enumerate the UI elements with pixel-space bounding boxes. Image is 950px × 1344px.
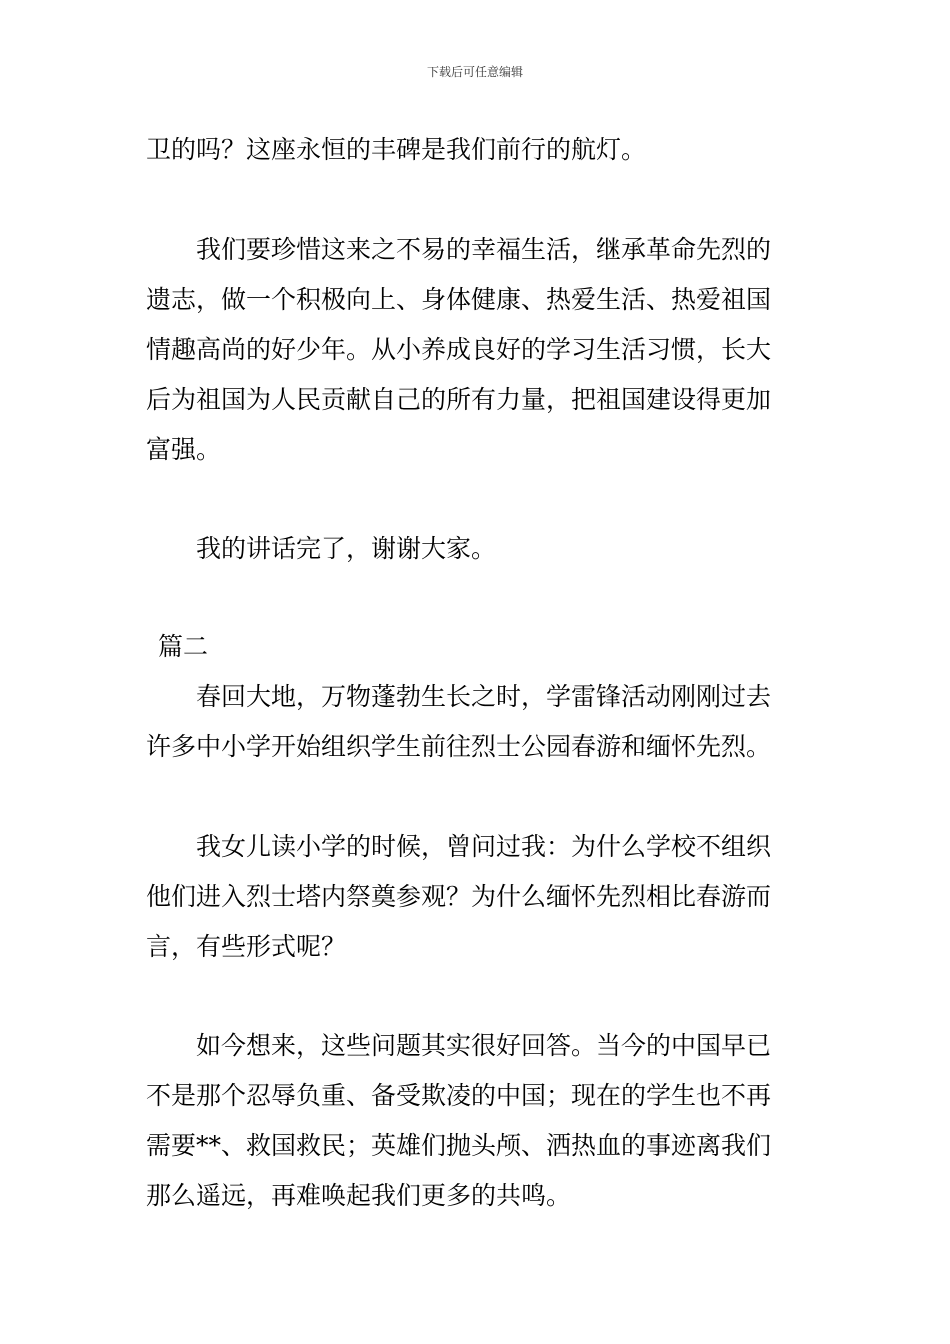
text-line: 那么遥远，再难唤起我们更多的共鸣。	[146, 1181, 572, 1210]
paragraph-continuation	[146, 125, 810, 175]
paragraph-closing	[146, 524, 810, 574]
text-line: 我的讲话完了，谢谢大家。	[196, 534, 497, 563]
text-line: 他们进入烈士塔内祭奠参观？为什么缅怀先烈相比春游而	[146, 882, 772, 911]
paragraph-cherish	[146, 225, 810, 475]
text-line: 如今想来，这些问题其实很好回答。当今的中国早已	[196, 1031, 772, 1060]
paragraph-daughter	[146, 822, 810, 972]
text-line: 不是那个忍辱负重、备受欺凌的中国；现在的学生也不再	[146, 1081, 772, 1110]
text-line: 富强。	[146, 435, 222, 464]
text-line: 遗志，做一个积极向上、身体健康、热爱生活、热爱祖国	[146, 285, 772, 314]
text-line: 许多中小学开始组织学生前往烈士公园春游和缅怀先烈。	[146, 732, 772, 761]
page-header: 下载后可任意编辑	[426, 65, 523, 79]
text-line: 需要**、救国救民；英雄们抛头颅、洒热血的事迹离我们	[146, 1131, 772, 1160]
text-line: 我们要珍惜这来之不易的幸福生活，继承革命先烈的	[196, 235, 772, 264]
text-line: 后为祖国为人民贡献自己的所有力量，把祖国建设得更加	[146, 385, 772, 414]
text-line: 情趣高尚的好少年。从小养成良好的学习生活习惯，长大	[146, 335, 772, 364]
text-line: 言，有些形式呢？	[146, 932, 347, 961]
text-line: 卫的吗？这座永恒的丰碑是我们前行的航灯。	[146, 135, 647, 164]
text-line: 春回大地，万物蓬勃生长之时，学雷锋活动刚刚过去	[196, 682, 772, 711]
paragraph-spring	[146, 672, 810, 772]
section-heading: 篇二	[158, 632, 209, 661]
paragraph-reflection	[146, 1021, 810, 1221]
text-line: 我女儿读小学的时候，曾问过我：为什么学校不组织	[196, 832, 772, 861]
